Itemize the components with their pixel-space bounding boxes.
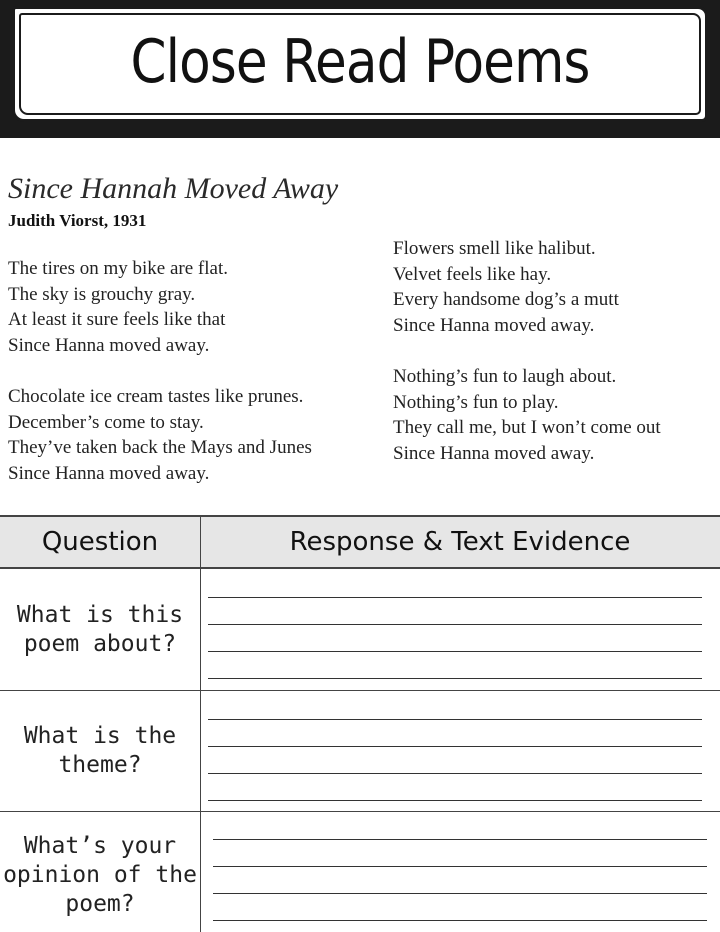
poem-line: December’s come to stay.	[8, 411, 204, 433]
stanza-1	[8, 256, 228, 359]
answer-line[interactable]	[213, 893, 707, 894]
header-response: Response & Text Evidence	[289, 527, 631, 557]
question-line: What’s your	[23, 833, 177, 859]
poem-line: Every handsome dog’s a mutt	[393, 289, 619, 311]
poem-line: They call me, but I won’t come out	[393, 417, 661, 439]
answer-line[interactable]	[208, 773, 702, 774]
question-line: What is the	[23, 723, 177, 749]
answer-line[interactable]	[208, 597, 702, 598]
answer-line[interactable]	[208, 800, 702, 801]
question-about	[0, 569, 200, 690]
poem-line: Flowers smell like halibut.	[393, 238, 596, 259]
question-opinion	[0, 817, 200, 932]
header-banner	[0, 0, 720, 138]
question-line: poem?	[65, 891, 135, 917]
question-table	[0, 515, 720, 932]
poem-line: The tires on my bike are flat.	[8, 258, 229, 279]
question-line: What is this	[16, 601, 184, 628]
answer-line[interactable]	[208, 651, 702, 652]
answer-line[interactable]	[208, 746, 702, 747]
poem-line: Since Hanna moved away.	[393, 315, 595, 337]
header-question: Question	[41, 527, 159, 557]
page-title: Close Read Poems	[130, 27, 590, 97]
stanza-2	[8, 384, 312, 487]
poem-author: Judith Viorst, 1931	[8, 211, 147, 230]
poem-line: Since Hanna moved away.	[8, 463, 210, 485]
column-divider	[200, 517, 201, 932]
poem-title: Since Hannah Moved Away	[8, 172, 339, 205]
poem-line: Velvet feels like hay.	[393, 263, 552, 285]
answer-line[interactable]	[213, 866, 707, 867]
row-divider	[0, 811, 720, 812]
table-header	[0, 517, 720, 569]
answer-line[interactable]	[213, 839, 707, 840]
poem-line: They’ve taken back the Mays and Junes	[8, 437, 312, 459]
stanza-3	[393, 236, 619, 339]
poem-line: Since Hanna moved away.	[393, 443, 595, 465]
poem-line: Chocolate ice cream tastes like prunes.	[8, 386, 304, 407]
question-line: poem about?	[23, 630, 177, 657]
answer-line[interactable]	[213, 920, 707, 921]
question-line: theme?	[58, 752, 142, 778]
question-line: opinion of the	[3, 862, 197, 888]
poem-line: At least it sure feels like that	[8, 309, 226, 331]
banner-frame	[12, 6, 708, 122]
answer-line[interactable]	[208, 678, 702, 679]
answer-line[interactable]	[208, 624, 702, 625]
poem-line: Nothing’s fun to laugh about.	[393, 366, 617, 387]
stanza-4	[393, 364, 661, 467]
question-theme	[0, 691, 200, 811]
poem-line: Nothing’s fun to play.	[393, 391, 559, 413]
poem-line: Since Hanna moved away.	[8, 335, 210, 357]
poem-line: The sky is grouchy gray.	[8, 283, 196, 305]
answer-line[interactable]	[208, 719, 702, 720]
